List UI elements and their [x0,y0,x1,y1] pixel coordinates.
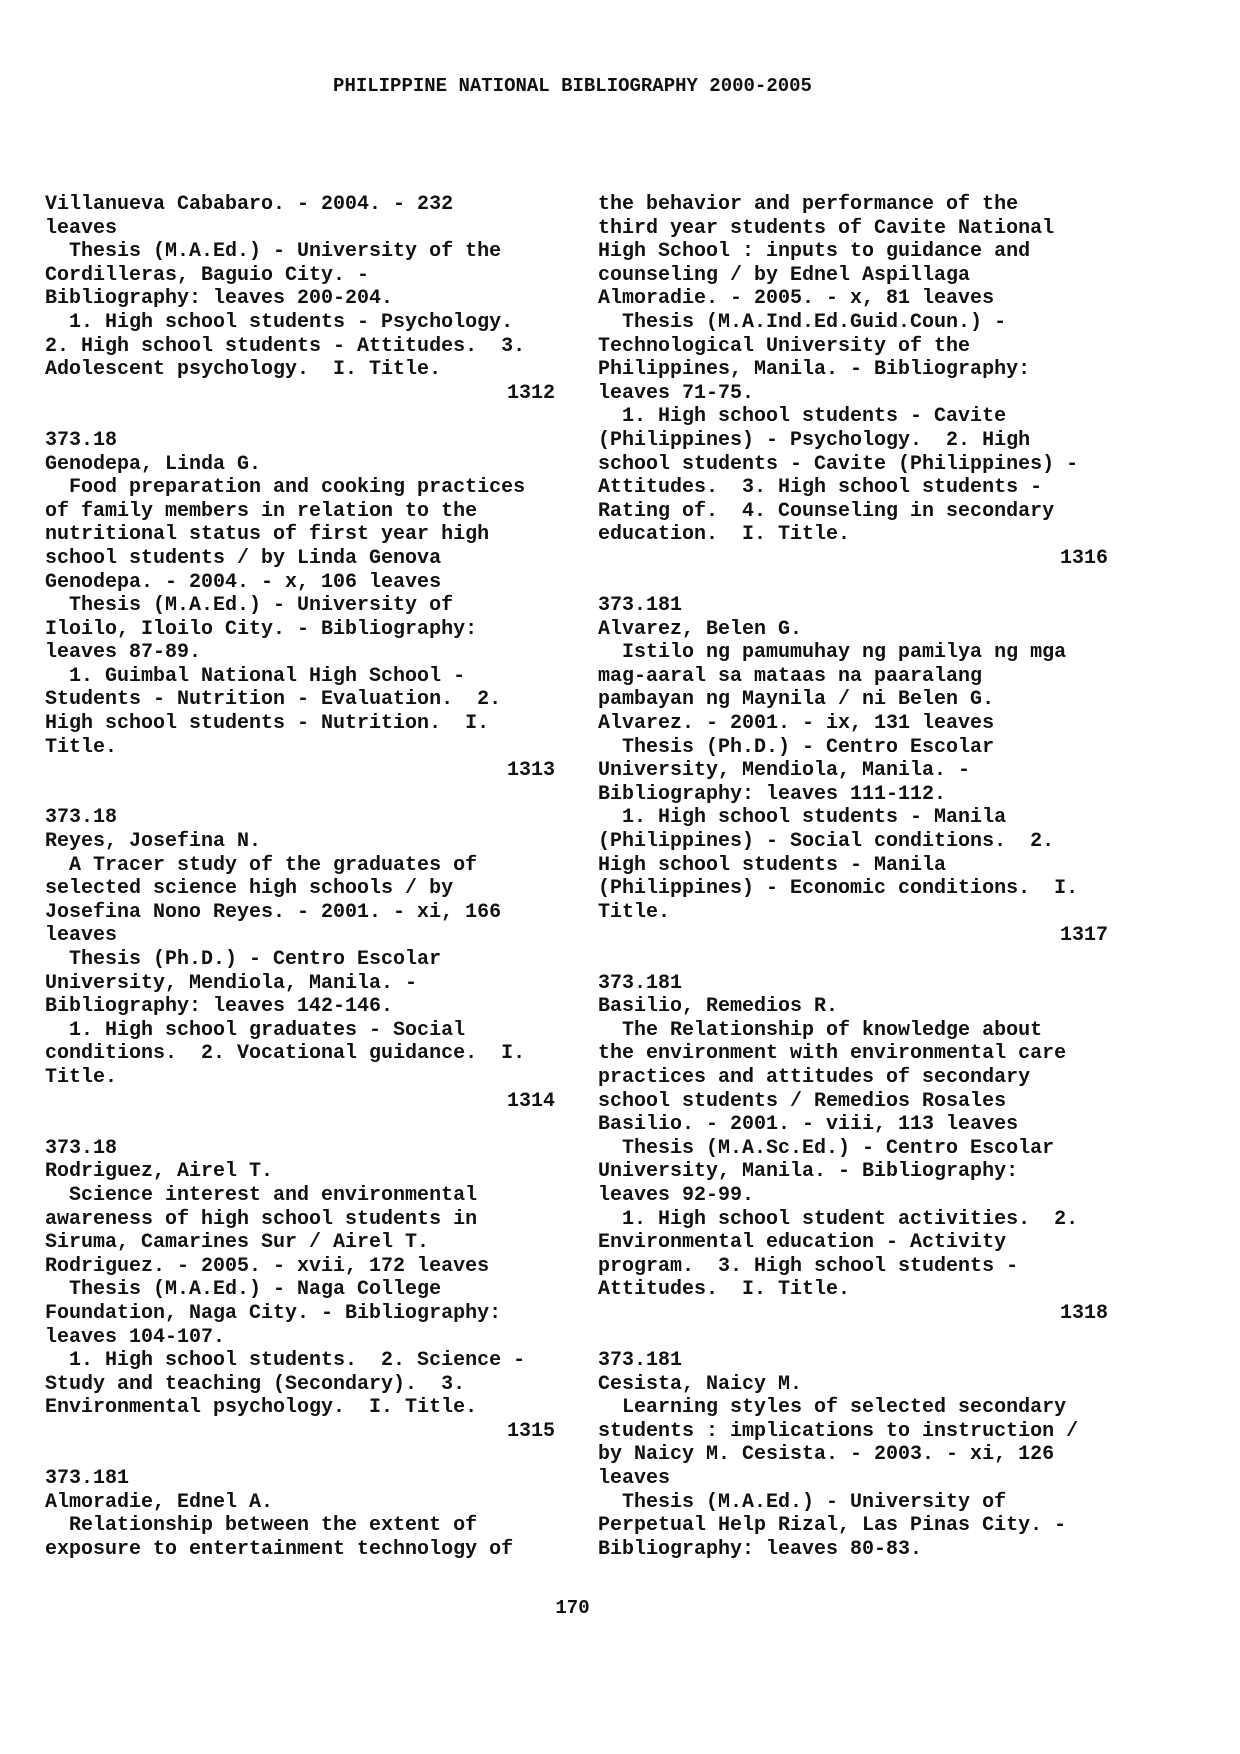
text-line: Students - Nutrition - Evaluation. 2. [45,688,502,712]
text-line: 373.18 [45,428,118,452]
text-line: 1. Guimbal National High School - [45,664,466,688]
text-line: school students / by Linda Genova [45,546,442,570]
right-column [598,193,1108,1561]
entry-number: 1313 [506,759,555,783]
text-line: Genodepa, Linda G. [45,452,262,476]
text-line: counseling / by Ednel Aspillaga [598,263,971,287]
text-line: Title. [598,900,671,924]
text-line: Villanueva Cababaro. - 2004. - 232 [45,193,454,216]
text-line: Bibliography: leaves 80-83. [598,1537,923,1561]
text-line: selected science high schools / by [45,877,454,901]
text-line: High school students - Nutrition. I. [45,712,490,736]
text-line: Environmental psychology. I. Title. [45,1396,478,1420]
text-line: High school students - Manila [598,853,947,877]
text-line: 373.18 [45,1136,118,1160]
text-line: Thesis (M.A.Sc.Ed.) - Centro Escolar [598,1136,1055,1160]
text-line: A Tracer study of the graduates of [45,853,478,877]
text-line: 373.181 [598,971,683,995]
text-line: Thesis (M.A.Ind.Ed.Guid.Coun.) - [598,310,1007,334]
text-line: Siruma, Camarines Sur / Airel T. [45,1231,430,1255]
text-line: Thesis (Ph.D.) - Centro Escolar [45,948,442,971]
text-line: leaves 92-99. [598,1183,755,1207]
text-line: Almoradie, Ednel A. [45,1490,274,1514]
text-line: 1. High school students - Cavite [598,405,1007,429]
text-line: 373.181 [45,1467,130,1491]
text-line: Perpetual Help Rizal, Las Pinas City. - [598,1514,1067,1538]
text-line: exposure to entertainment technology of [45,1537,514,1561]
text-line: the environment with environmental care [598,1042,1067,1066]
text-line: awareness of high school students in [45,1207,478,1231]
text-line: The Relationship of knowledge about [598,1018,1043,1042]
text-line: leaves [45,216,118,240]
text-line: Alvarez, Belen G. [598,617,803,641]
text-line: Rating of. 4. Counseling in secondary [598,499,1055,523]
entry-separator [45,1113,555,1137]
text-line: Learning styles of selected secondary [598,1396,1067,1420]
text-line: leaves 87-89. [45,641,202,665]
text-line: (Philippines) - Economic conditions. I. [598,877,1079,901]
text-line: the behavior and performance of the [598,193,1019,216]
text-line: University, Mendiola, Manila. - [45,971,418,995]
page-header: PHILIPPINE NATIONAL BIBLIOGRAPHY 2000-2005 [333,75,812,97]
text-line: Food preparation and cooking practices [45,476,526,500]
text-line: mag-aaral sa mataas na paaralang [598,664,983,688]
text-line: Cordilleras, Baguio City. - [45,263,370,287]
text-line: Bibliography: leaves 200-204. [45,287,394,311]
text-line: Philippines, Manila. - Bibliography: [598,358,1031,382]
text-line: Technological University of the [598,334,971,358]
entry-separator [45,1443,555,1467]
text-line: Foundation, Naga City. - Bibliography: [45,1301,502,1325]
text-line: Reyes, Josefina N. [45,830,262,854]
text-line: Thesis (Ph.D.) - Centro Escolar [598,735,995,759]
text-line: 1. High school students. 2. Science - [45,1349,526,1373]
text-line: University, Manila. - Bibliography: [598,1160,1019,1184]
text-line: Josefina Nono Reyes. - 2001. - xi, 166 [45,900,502,924]
text-line: Title. [45,735,118,759]
text-line: Attitudes. I. Title. [598,1278,851,1302]
text-line: school students - Cavite (Philippines) - [598,452,1079,476]
text-line: conditions. 2. Vocational guidance. I. [45,1042,526,1066]
text-line: High School : inputs to guidance and [598,240,1031,264]
text-line: leaves [45,924,118,948]
entry-separator [598,948,1108,972]
text-line: Bibliography: leaves 142-146. [45,995,394,1019]
text-line: Alvarez. - 2001. - ix, 131 leaves [598,712,995,736]
text-line: University, Mendiola, Manila. - [598,759,971,783]
entry-number: 1312 [506,381,555,405]
entry-separator [598,571,1108,595]
text-line: pambayan ng Maynila / ni Belen G. [598,688,995,712]
text-line: leaves [598,1467,671,1491]
text-line: Thesis (M.A.Ed.) - Naga College [45,1278,442,1302]
text-line: Science interest and environmental [45,1183,478,1207]
text-line: 373.181 [598,1349,683,1373]
text-line: 1. High school graduates - Social [45,1018,466,1042]
text-line: Basilio. - 2001. - viii, 113 leaves [598,1113,1019,1137]
entry-number: 1318 [1059,1301,1108,1325]
text-line: Title. [45,1065,118,1089]
text-line: Thesis (M.A.Ed.) - University of [45,594,454,618]
left-column [45,193,555,1561]
text-line: program. 3. High school students - [598,1254,1019,1278]
text-line: leaves 104-107. [45,1325,226,1349]
text-line: Bibliography: leaves 111-112. [598,782,947,806]
text-line: education. I. Title. [598,523,851,547]
text-line: 373.18 [45,806,118,830]
text-line: Rodriguez. - 2005. - xvii, 172 leaves [45,1254,490,1278]
text-line: 1. High school students - Manila [598,806,1007,830]
text-line: (Philippines) - Psychology. 2. High [598,428,1031,452]
text-line: third year students of Cavite National [598,216,1055,240]
page-number: 170 [555,1597,590,1619]
entry-number: 1317 [1059,924,1108,948]
entry-separator [598,1326,1108,1350]
entry-separator [45,783,555,807]
text-line: Rodriguez, Airel T. [45,1160,274,1184]
text-line: nutritional status of first year high [45,523,490,547]
text-line: Relationship between the extent of [45,1514,478,1538]
text-line: Study and teaching (Secondary). 3. [45,1372,466,1396]
text-line: leaves 71-75. [598,381,755,405]
text-line: Basilio, Remedios R. [598,995,839,1019]
text-line: school students / Remedios Rosales [598,1089,1007,1113]
text-line: (Philippines) - Social conditions. 2. [598,830,1055,854]
text-line: by Naicy M. Cesista. - 2003. - xi, 126 [598,1443,1055,1467]
text-line: Genodepa. - 2004. - x, 106 leaves [45,570,442,594]
entry-number: 1315 [506,1419,555,1443]
text-line: practices and attitudes of secondary [598,1065,1031,1089]
text-line: Iloilo, Iloilo City. - Bibliography: [45,617,478,641]
text-line: Thesis (M.A.Ed.) - University of the [45,240,502,264]
text-line: Cesista, Naicy M. [598,1372,803,1396]
entry-separator [45,405,555,429]
text-line: of family members in relation to the [45,499,478,523]
text-line: Almoradie. - 2005. - x, 81 leaves [598,287,995,311]
entry-number: 1314 [506,1089,555,1113]
entry-number: 1316 [1059,546,1108,570]
text-line: 2. High school students - Attitudes. 3. [45,334,526,358]
text-line: Adolescent psychology. I. Title. [45,358,442,382]
text-line: students : implications to instruction / [598,1419,1079,1443]
text-line: Attitudes. 3. High school students - [598,476,1043,500]
text-line: Environmental education - Activity [598,1231,1007,1255]
text-line: 1. High school student activities. 2. [598,1207,1079,1231]
text-line: 373.181 [598,594,683,618]
text-line: Thesis (M.A.Ed.) - University of [598,1490,1007,1514]
text-line: 1. High school students - Psychology. [45,310,514,334]
text-line: Istilo ng pamumuhay ng pamilya ng mga [598,641,1067,665]
